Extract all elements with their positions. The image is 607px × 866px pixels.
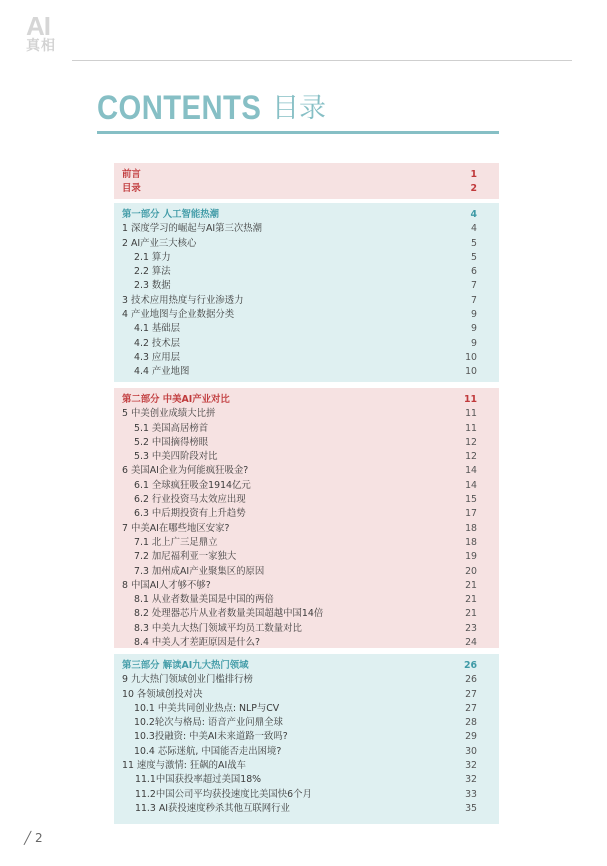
- toc-section-part-1: [114, 203, 499, 382]
- toc-entry-label: 5.3 中美四阶段对比: [134, 451, 218, 463]
- toc-entry-page: 15: [465, 494, 477, 506]
- toc-entry-label: 11.3 AI获投速度秒杀其他互联网行业: [135, 802, 290, 814]
- toc-entry-page: 6: [471, 266, 477, 278]
- toc-entry[interactable]: [114, 265, 499, 279]
- toc-entry-label: 5.1 美国高居榜首: [134, 422, 209, 434]
- toc-entry-label: 2 AI产业三大核心: [122, 237, 197, 249]
- toc-entry-label: 6.1 全球疯狂吸金1914亿元: [134, 479, 251, 491]
- toc-entry-page: 10: [465, 351, 477, 363]
- toc-entry-page: 18: [465, 536, 477, 548]
- toc-entry-page: 7: [471, 294, 477, 306]
- toc-entry-label: 8 中国AI人才够不够?: [122, 579, 211, 591]
- toc-entry-label: 2.2 算法: [134, 266, 171, 278]
- page-title: [97, 90, 326, 126]
- toc-entry-page: 14: [465, 479, 477, 491]
- toc-entry-label: 5 中美创业成绩大比拼: [122, 408, 216, 420]
- toc-entry-page: 32: [465, 774, 477, 786]
- toc-entry[interactable]: [114, 222, 499, 236]
- toc-part-label: 第一部分 人工智能热潮: [122, 209, 220, 220]
- toc-entry-label: 7.2 加尼福利亚一家独大: [134, 551, 237, 563]
- toc-entry-page: 17: [465, 508, 477, 520]
- toc-entry-label: 7.3 加州成AI产业聚集区的原因: [134, 565, 265, 577]
- toc-entry-label: 前言: [122, 169, 141, 180]
- toc-entry-label: 2.3 数据: [134, 280, 171, 292]
- toc-entry-page: 1: [470, 169, 477, 180]
- header-divider: [72, 60, 572, 61]
- toc-entry[interactable]: [114, 365, 499, 379]
- toc-entry-page: 28: [465, 717, 477, 729]
- toc-entry-label: 4 产业地图与企业数据分类: [122, 309, 235, 321]
- toc-entry[interactable]: [114, 251, 499, 265]
- title-chinese: 目录: [272, 93, 326, 124]
- toc-entry-page: 24: [465, 637, 477, 649]
- toc-entry[interactable]: [114, 688, 499, 702]
- toc-entry-page: 27: [465, 688, 477, 700]
- toc-entry-page: 33: [465, 788, 477, 800]
- toc-entry[interactable]: [114, 237, 499, 251]
- toc-entry-page: 23: [465, 622, 477, 634]
- toc-entry-label: 8.1 从业者数量美国是中国的两倍: [134, 594, 274, 606]
- toc-entry-page: 27: [465, 702, 477, 714]
- toc-entry-label: 10.4 芯际迷航, 中国能否走出困境?: [134, 745, 282, 757]
- toc-entry-label: 11.1中国获投率超过美国18%: [135, 774, 262, 786]
- toc-entry[interactable]: [114, 493, 499, 507]
- logo-zh-text: 真相: [26, 38, 56, 54]
- toc-entry-label: 7.1 北上广三足鼎立: [134, 536, 218, 548]
- toc-entry[interactable]: [114, 322, 499, 336]
- toc-entry-label: 3 技术应用热度与行业渗透力: [122, 294, 244, 306]
- toc-section-part-3: [114, 654, 499, 824]
- toc-entry-page: 29: [465, 731, 477, 743]
- toc-entry-page: 19: [465, 551, 477, 563]
- toc-entry-page: 11: [465, 408, 477, 420]
- toc-entry-label: 10.3投融资: 中美AI未来道路一致吗?: [134, 731, 288, 743]
- toc-entry-page: 4: [471, 223, 477, 235]
- toc-entry[interactable]: [114, 788, 499, 802]
- toc-entry-label: 10.2轮次与格局: 语音产业问鼎全球: [134, 717, 283, 729]
- toc-entry-page: 11: [465, 422, 477, 434]
- toc-entry[interactable]: [114, 182, 499, 196]
- toc-entry-page: 10: [465, 366, 477, 378]
- toc-part-page: 11: [463, 394, 477, 405]
- logo-ai-text: AI: [26, 11, 50, 41]
- toc-entry-page: 21: [465, 594, 477, 606]
- toc-entry-label: 9 九大热门领域创业门槛排行榜: [122, 674, 253, 686]
- toc-entry[interactable]: [114, 702, 499, 716]
- title-english: CONTENTS: [97, 89, 262, 127]
- toc-entry-label: 10 各领域创投对决: [122, 688, 203, 700]
- toc-entry-page: 9: [471, 323, 477, 335]
- toc-entry-label: 4.2 技术层: [134, 337, 181, 349]
- toc-entry-label: 6.3 中后期投资有上升趋势: [134, 508, 246, 520]
- toc-entry[interactable]: [114, 168, 499, 182]
- toc-entry-page: 21: [465, 579, 477, 591]
- toc-entry-page: 35: [465, 802, 477, 814]
- toc-entry[interactable]: [114, 716, 499, 730]
- toc-entry[interactable]: [114, 593, 499, 607]
- toc-entry[interactable]: [114, 522, 499, 536]
- toc-part-label: 第二部分 中美AI产业对比: [122, 394, 230, 405]
- toc-part-heading[interactable]: [114, 659, 499, 673]
- toc-entry[interactable]: [114, 673, 499, 687]
- toc-entry-label: 10.1 中美共同创业热点: NLP与CV: [134, 702, 280, 714]
- title-underline: [97, 131, 499, 134]
- toc-entry-page: 32: [465, 760, 477, 772]
- toc-section-preface: [114, 163, 499, 199]
- toc-entry[interactable]: [114, 422, 499, 436]
- toc-part-label: 第三部分 解读AI九大热门领域: [122, 660, 249, 671]
- toc-part-heading[interactable]: [114, 208, 499, 222]
- toc-entry-page: 9: [471, 337, 477, 349]
- toc-entry-page: 14: [465, 465, 477, 477]
- toc-entry-label: 目录: [122, 183, 141, 195]
- toc-entry[interactable]: [114, 607, 499, 621]
- toc-entry-label: 8.4 中美人才差距原因是什么?: [134, 637, 260, 649]
- toc-entry[interactable]: [114, 436, 499, 450]
- toc-entry-label: 8.2 处理器芯片从业者数量美国超越中国14倍: [134, 608, 324, 620]
- toc-entry[interactable]: [114, 351, 499, 365]
- toc-entry[interactable]: [114, 279, 499, 293]
- toc-entry-page: 26: [465, 674, 477, 686]
- toc-entry[interactable]: [114, 802, 499, 816]
- toc-section-part-2: [114, 388, 499, 648]
- toc-entry-page: 12: [465, 451, 477, 463]
- toc-entry[interactable]: [114, 507, 499, 521]
- toc-entry[interactable]: [114, 294, 499, 308]
- page-number: ╱ 2: [24, 831, 43, 845]
- toc-entry-label: 8.3 中美九大热门领域平均员工数量对比: [134, 622, 302, 634]
- toc-entry-label: 4.4 产业地图: [134, 366, 190, 378]
- toc-part-page: 26: [463, 660, 477, 671]
- toc-entry-page: 12: [465, 436, 477, 448]
- toc-entry[interactable]: [114, 759, 499, 773]
- toc-entry[interactable]: [114, 308, 499, 322]
- toc-entry[interactable]: [114, 730, 499, 744]
- toc-entry-label: 5.2 中国摘得榜眼: [134, 436, 209, 448]
- toc-entry[interactable]: [114, 337, 499, 351]
- toc-entry[interactable]: [114, 479, 499, 493]
- toc-entry-page: 30: [465, 745, 477, 757]
- toc-entry-label: 7 中美AI在哪些地区安家?: [122, 522, 230, 534]
- toc-entry[interactable]: [114, 464, 499, 478]
- toc-entry-label: 6.2 行业投资马太效应出现: [134, 494, 246, 506]
- toc-entry-page: 18: [465, 522, 477, 534]
- toc-entry[interactable]: [114, 579, 499, 593]
- toc-entry[interactable]: [114, 565, 499, 579]
- toc-entry-page: 7: [471, 280, 477, 292]
- toc-part-page: 4: [470, 209, 477, 220]
- toc-entry-page: 5: [471, 237, 477, 249]
- toc-entry-page: 5: [471, 251, 477, 263]
- toc-entry-label: 2.1 算力: [134, 251, 171, 263]
- brand-logo: [26, 11, 66, 54]
- toc-entry-page: 20: [465, 565, 477, 577]
- toc-entry-page: 21: [465, 608, 477, 620]
- toc-entry[interactable]: [114, 773, 499, 787]
- toc-entry[interactable]: [114, 407, 499, 421]
- toc-entry-page: 2: [470, 183, 477, 195]
- toc-entry-label: 6 美国AI企业为何能疯狂吸金?: [122, 465, 249, 477]
- toc-entry-label: 4.1 基础层: [134, 323, 181, 335]
- toc-entry[interactable]: [114, 536, 499, 550]
- toc-entry-label: 11.2中国公司平均获投速度比美国快6个月: [135, 788, 312, 800]
- toc-entry-page: 9: [471, 309, 477, 321]
- toc-entry[interactable]: [114, 450, 499, 464]
- toc-entry[interactable]: [114, 636, 499, 650]
- toc-entry[interactable]: [114, 745, 499, 759]
- toc-entry-label: 4.3 应用层: [134, 351, 181, 363]
- toc-entry[interactable]: [114, 550, 499, 564]
- toc-part-heading[interactable]: [114, 393, 499, 407]
- toc-entry-label: 11 速度与激情: 狂飙的AI战车: [122, 760, 246, 772]
- toc-entry-label: 1 深度学习的崛起与AI第三次热潮: [122, 223, 262, 235]
- toc-entry[interactable]: [114, 622, 499, 636]
